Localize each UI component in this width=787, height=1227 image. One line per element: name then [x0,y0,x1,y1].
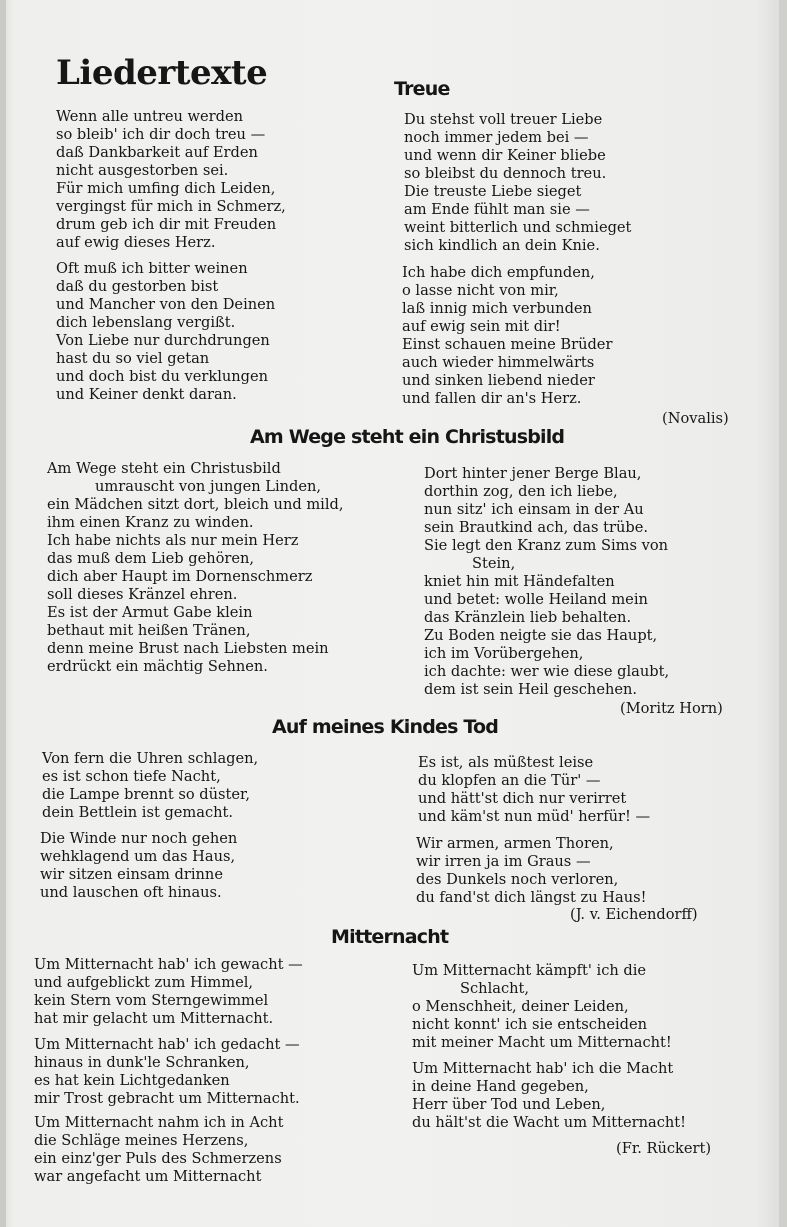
verse-line: in deine Hand gegeben, [412,1078,589,1095]
verse-line: und aufgeblickt zum Himmel, [34,974,254,991]
page-edge-right [779,0,787,1227]
verse-line: und hätt'st dich nur verirret [418,790,627,807]
verse-line: soll dieses Kränzel ehren. [47,586,238,603]
stanza [47,460,344,676]
stanza [412,1060,686,1132]
verse-line: Zu Boden neigte sie das Haupt, [424,627,658,644]
verse-line: erdrückt ein mächtig Sehnen. [47,658,268,675]
verse-line: und sinken liebend nieder [402,372,595,389]
verse-line: du klopfen an die Tür' — [418,772,601,789]
stanza [34,1114,283,1186]
verse-line: Um Mitternacht hab' ich gedacht — [34,1036,300,1053]
verse-line: weint bitterlich und schmieget [404,219,632,236]
verse-line: bethaut mit heißen Tränen, [47,622,251,639]
verse-line: ich im Vorübergehen, [424,645,584,662]
stanza [402,264,612,408]
verse-line: ich dachte: wer wie diese glaubt, [424,663,670,680]
verse-line: so bleibst du dennoch treu. [404,165,607,182]
stanza [412,962,672,1052]
verse-line: Wir armen, armen Thoren, [416,835,614,852]
verse-line: dich lebenslang vergißt. [56,314,236,331]
verse-line: du hält'st die Wacht um Mitternacht! [412,1114,687,1131]
stanza [34,956,303,1028]
verse-line: auch wieder himmelwärts [402,354,595,371]
verse-line: und wenn dir Keiner bliebe [404,147,606,164]
verse-line: Die Winde nur noch gehen [40,830,238,847]
verse-line: des Dunkels noch verloren, [416,871,619,888]
verse-line: o Menschheit, deiner Leiden, [412,998,629,1015]
stanza [56,108,286,252]
stanza [404,111,631,255]
main-title: Liedertexte [56,53,268,93]
author-credit: (Fr. Rückert) [616,1140,712,1157]
verse-line: und lauschen oft hinaus. [40,884,222,901]
verse-line: Dort hinter jener Berge Blau, [424,465,642,482]
verse-line: auf ewig dieses Herz. [56,234,216,251]
stanza [418,754,650,826]
author-credit: (Moritz Horn) [620,700,723,717]
verse-line: Einst schauen meine Brüder [402,336,613,353]
verse-line: und betet: wolle Heiland mein [424,591,648,608]
poem-title-mitternacht: Mitternacht [331,926,449,948]
verse-line: kniet hin mit Händefalten [424,573,615,590]
poem-title-kindes-tod: Auf meines Kindes Tod [272,716,499,738]
verse-line: ein Mädchen sitzt dort, bleich und mild, [47,496,344,513]
verse-line: hast du so viel getan [56,350,210,367]
verse-line: Wenn alle untreu werden [56,108,243,125]
verse-line: es hat kein Lichtgedanken [34,1072,230,1089]
verse-line: hinaus in dunk'le Schranken, [34,1054,250,1071]
verse-line: Es ist, als müßtest leise [418,754,594,771]
verse-line: daß Dankbarkeit auf Erden [56,144,258,161]
verse-line: dein Bettlein ist gemacht. [42,804,234,821]
verse-line: Es ist der Armut Gabe klein [47,604,253,621]
verse-line: ein einz'ger Puls des Schmerzens [34,1150,282,1167]
verse-line: und Keiner denkt daran. [56,386,237,403]
stanza [40,830,237,902]
verse-line: Schlacht, [460,980,530,997]
author-credit: (J. v. Eichendorff) [570,906,698,923]
page-edge-left [0,0,6,1227]
verse-line: laß innig mich verbunden [402,300,592,317]
verse-line: Herr über Tod und Leben, [412,1096,606,1113]
verse-line: Ich habe dich empfunden, [402,264,595,281]
stanza [56,260,275,404]
verse-line: Sie legt den Kranz zum Sims von [424,537,669,554]
verse-line: das Kränzlein lieb behalten. [424,609,632,626]
stanza [42,750,258,822]
verse-line: sich kindlich an dein Knie. [404,237,600,254]
verse-line: wir irren ja im Graus — [416,853,591,870]
verse-line: dorthin zog, den ich liebe, [424,483,618,500]
verse-line: wir sitzen einsam drinne [40,866,223,883]
stanza [34,1036,300,1108]
verse-line: Um Mitternacht hab' ich die Macht [412,1060,674,1077]
verse-line: Oft muß ich bitter weinen [56,260,248,277]
verse-line: so bleib' ich dir doch treu — [56,126,266,143]
author-credit: (Novalis) [662,410,729,427]
verse-line: Ich habe nichts als nur mein Herz [47,532,299,549]
verse-line: Um Mitternacht nahm ich in Acht [34,1114,284,1131]
verse-line: das muß dem Lieb gehören, [47,550,255,567]
poem-title-treue: Treue [394,78,450,100]
verse-line: wehklagend um das Haus, [40,848,236,865]
verse-line: nun sitz' ich einsam in der Au [424,501,644,518]
verse-line: daß du gestorben bist [56,278,219,295]
verse-line: Stein, [472,555,516,572]
verse-line: umrauscht von jungen Linden, [95,478,322,495]
verse-line: und Mancher von den Deinen [56,296,276,313]
stanza [416,835,646,907]
verse-line: vergingst für mich in Schmerz, [56,198,286,215]
verse-line: war angefacht um Mitternacht [34,1168,262,1185]
verse-line: nicht ausgestorben sei. [56,162,229,179]
verse-line: die Schläge meines Herzens, [34,1132,249,1149]
verse-line: du fand'st dich längst zu Haus! [416,889,647,906]
verse-line: mit meiner Macht um Mitternacht! [412,1034,672,1051]
verse-line: ihm einen Kranz zu winden. [47,514,254,531]
verse-line: o lasse nicht von mir, [402,282,559,299]
verse-line: und fallen dir an's Herz. [402,390,582,407]
verse-line: Die treuste Liebe sieget [404,183,582,200]
verse-line: am Ende fühlt man sie — [404,201,590,218]
verse-line: Für mich umfing dich Leiden, [56,180,276,197]
verse-line: auf ewig sein mit dir! [402,318,561,335]
verse-line: Du stehst voll treuer Liebe [404,111,603,128]
poem-title-christusbild: Am Wege steht ein Christusbild [250,426,565,448]
verse-line: kein Stern vom Sterngewimmel [34,992,269,1009]
verse-line: dem ist sein Heil geschehen. [424,681,638,698]
verse-line: sein Brautkind ach, das trübe. [424,519,648,536]
verse-line: Von Liebe nur durchdrungen [56,332,270,349]
verse-line: nicht konnt' ich sie entscheiden [412,1016,648,1033]
verse-line: denn meine Brust nach Liebsten mein [47,640,329,657]
verse-line: Am Wege steht ein Christusbild [47,460,281,477]
verse-line: und doch bist du verklungen [56,368,269,385]
verse-line: drum geb ich dir mit Freuden [56,216,277,233]
stanza [424,465,669,699]
verse-line: Von fern die Uhren schlagen, [42,750,259,767]
verse-line: Um Mitternacht hab' ich gewacht — [34,956,303,973]
verse-line: noch immer jedem bei — [404,129,589,146]
verse-line: hat mir gelacht um Mitternacht. [34,1010,274,1027]
verse-line: und käm'st nun müd' herfür! — [418,808,651,825]
verse-line: dich aber Haupt im Dornenschmerz [47,568,313,585]
verse-line: es ist schon tiefe Nacht, [42,768,221,785]
verse-line: die Lampe brennt so düster, [42,786,251,803]
verse-line: mir Trost gebracht um Mitternacht. [34,1090,300,1107]
verse-line: Um Mitternacht kämpft' ich die [412,962,647,979]
